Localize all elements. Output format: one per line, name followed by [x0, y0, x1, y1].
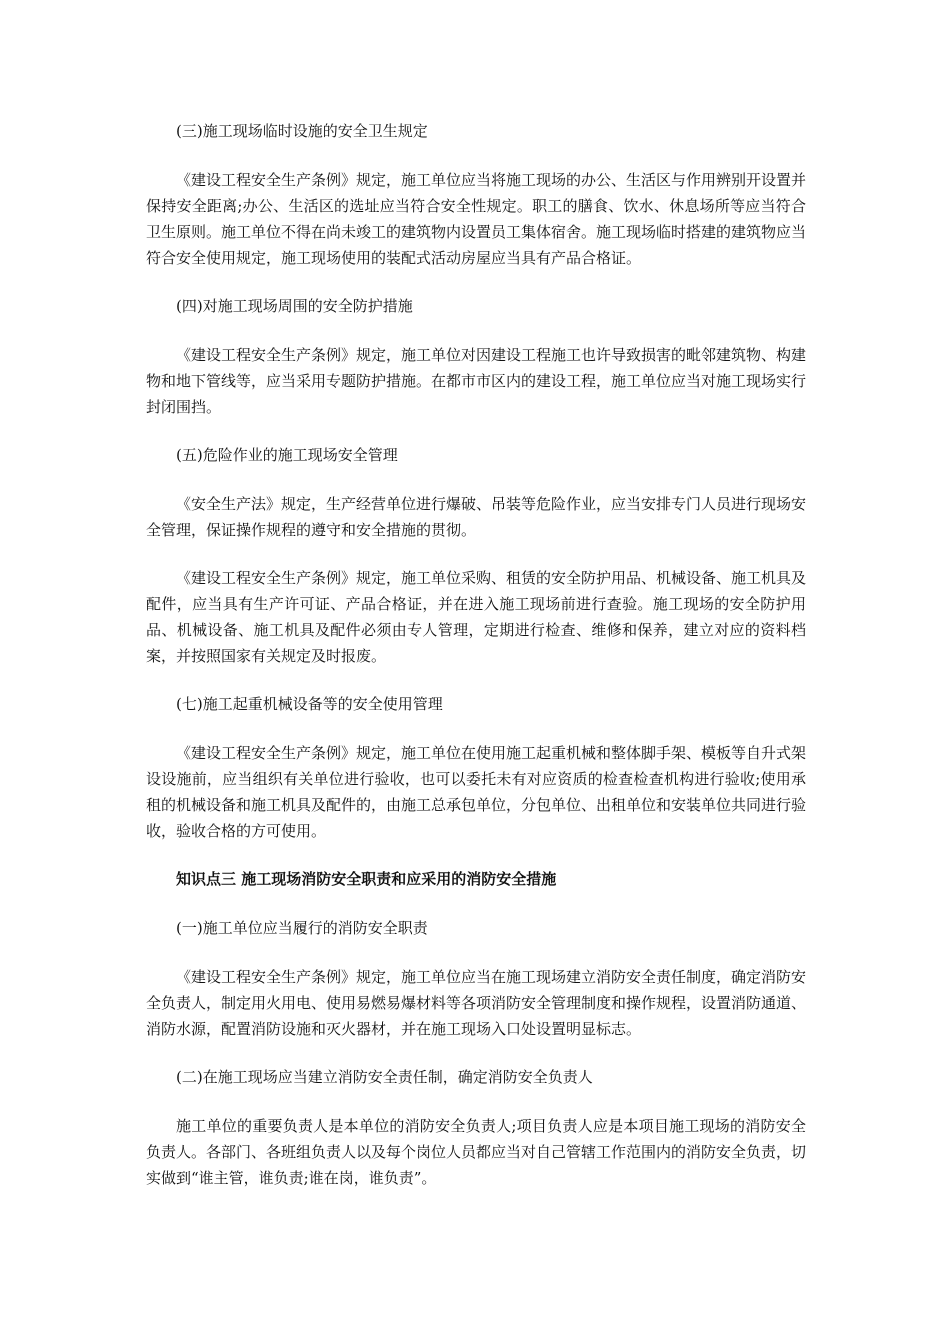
subsection-heading: (一)施工单位应当履行的消防安全职责	[176, 919, 428, 937]
section-title: 知识点三 施工现场消防安全职责和应采用的消防安全措施	[176, 870, 557, 888]
subsection-heading: (三)施工现场临时设施的安全卫生规定	[176, 122, 428, 140]
subsection-heading: (七)施工起重机械设备等的安全使用管理	[176, 695, 443, 713]
paragraph: 《建设工程安全生产条例》规定，施工单位应当将施工现场的办公、生活区与作用辨别开设置并保持安全距离;办公、生活区的选址应当符合安全性规定。职工的膳食、饮水、休息场所等应当符合卫生原则。施工单位不得在尚未竣工的建筑物内设置员工集体宿舍。施工现场临时搭建的建筑物应当符合安全使用规定，施工现场使用的装配式活动房屋应当具有产品合格证。	[146, 171, 807, 267]
paragraph: 《安全生产法》规定，生产经营单位进行爆破、吊装等危险作业，应当安排专门人员进行现场安全管理，保证操作规程的遵守和安全措施的贯彻。	[146, 495, 807, 539]
subsection-heading: (二)在施工现场应当建立消防安全责任制，确定消防安全负责人	[176, 1068, 593, 1086]
subsection-heading: (五)危险作业的施工现场安全管理	[176, 446, 398, 464]
paragraph: 《建设工程安全生产条例》规定，施工单位对因建设工程施工也许导致损害的毗邻建筑物、构建物和地下管线等，应当采用专题防护措施。在都市市区内的建设工程，施工单位应当对施工现场实行封闭围挡。	[146, 346, 807, 416]
paragraph: 施工单位的重要负责人是本单位的消防安全负责人;项目负责人应是本项目施工现场的消防安全负责人。各部门、各班组负责人以及每个岗位人员都应当对自己管辖工作范围内的消防安全负责，切实做到“谁主管，谁负责;谁在岗，谁负责”。	[146, 1117, 807, 1187]
document-page	[146, 118, 806, 1213]
paragraph: 《建设工程安全生产条例》规定，施工单位采购、租赁的安全防护用品、机械设备、施工机具及配件，应当具有生产许可证、产品合格证，并在进入施工现场前进行查验。施工现场的安全防护用品、机械设备、施工机具及配件必须由专人管理，定期进行检查、维修和保养，建立对应的资料档案，并按照国家有关规定及时报废。	[146, 569, 807, 665]
paragraph: 《建设工程安全生产条例》规定，施工单位在使用施工起重机械和整体脚手架、模板等自升式架设设施前，应当组织有关单位进行验收，也可以委托未有对应资质的检查检查机构进行验收;使用承租的机械设备和施工机具及配件的，由施工总承包单位，分包单位、出租单位和安装单位共同进行验收，验收合格的方可使用。	[146, 744, 807, 840]
paragraph: 《建设工程安全生产条例》规定，施工单位应当在施工现场建立消防安全责任制度，确定消防安全负责人，制定用火用电、使用易燃易爆材料等各项消防安全管理制度和操作规程，设置消防通道、消防水源，配置消防设施和灭火器材，并在施工现场入口处设置明显标志。	[146, 968, 807, 1038]
subsection-heading: (四)对施工现场周围的安全防护措施	[176, 297, 413, 315]
